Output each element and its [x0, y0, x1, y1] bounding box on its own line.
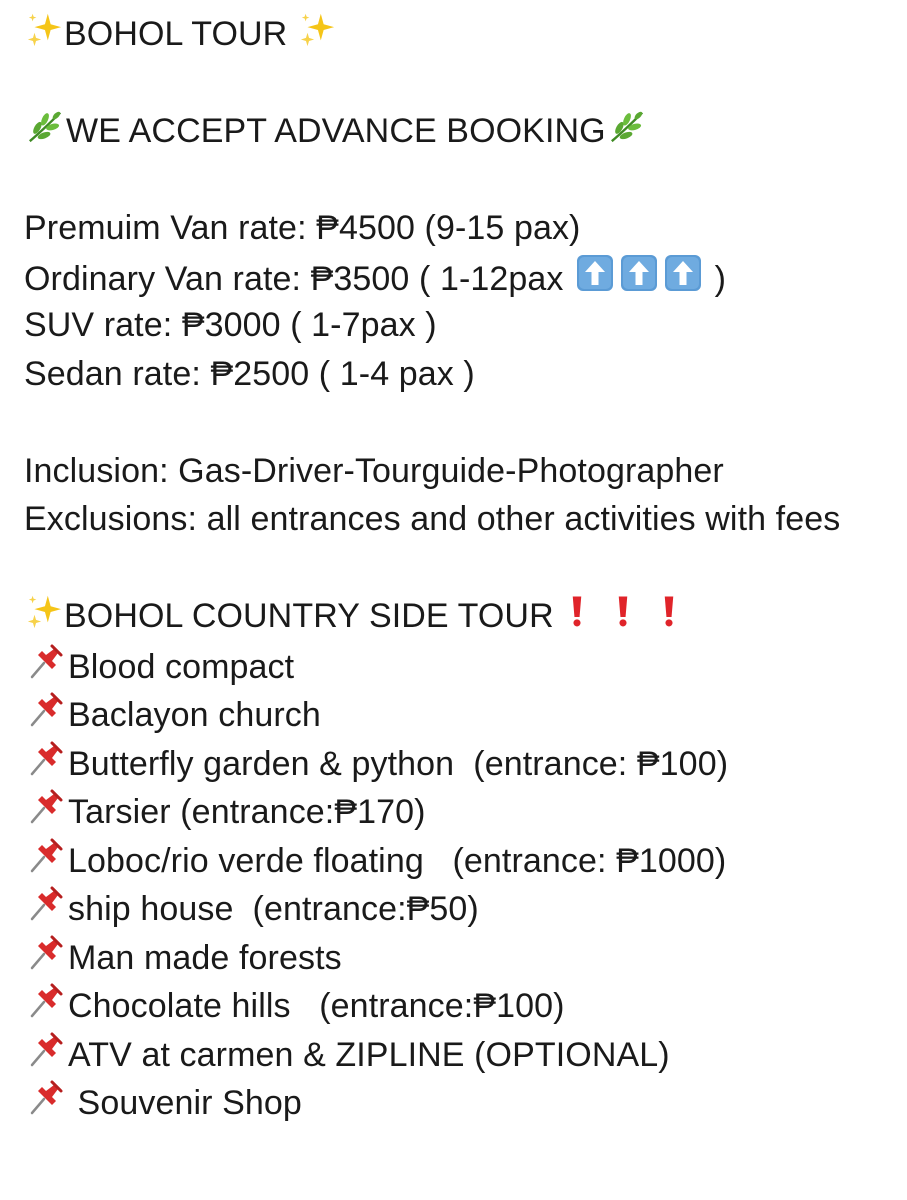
tour-post: [24, 10, 894, 1126]
list-item: [24, 835, 894, 884]
rate-premium: [24, 204, 894, 253]
pushpin-icon: [24, 1077, 68, 1117]
list-item-text: Tarsier (entrance:₱170): [68, 793, 426, 831]
up-arrow-icon: [617, 253, 661, 293]
list-item: [24, 786, 894, 835]
list-item-text: Blood compact: [68, 647, 295, 686]
list-item: [24, 980, 894, 1029]
sparkles-icon: [297, 10, 337, 48]
sparkles-icon: [24, 10, 64, 48]
list-item: [24, 641, 894, 690]
up-arrow-icon: [661, 253, 705, 293]
pushpin-icon: [24, 835, 68, 875]
list-item: [24, 738, 894, 787]
exclusions-line: [24, 495, 894, 544]
tour-item-list: [24, 641, 894, 1126]
rate-ordinary: [24, 253, 894, 302]
pushpin-icon: [24, 1029, 68, 1069]
pushpin-icon: [24, 980, 68, 1020]
sparkles-icon: [24, 592, 64, 630]
title-line: [24, 10, 894, 59]
up-arrow-icon: [573, 253, 617, 293]
spacer: [24, 398, 894, 447]
list-item: [24, 883, 894, 932]
exclamation-icon: [606, 592, 640, 630]
spacer: [24, 59, 894, 108]
exclamation-icon: [652, 592, 686, 630]
rate-suffix: ): [705, 259, 727, 298]
list-item: [24, 1077, 894, 1126]
list-item-text: Souvenir Shop: [68, 1084, 302, 1122]
booking-line: [24, 107, 894, 156]
exclamation-icon: [560, 592, 594, 630]
list-item-text: ship house (entrance:₱50): [68, 890, 479, 928]
rate-text: Ordinary Van rate: ₱3500 ( 1-12pax: [24, 259, 574, 298]
exclusions-text: Exclusions: all entrances and other activities with fees: [24, 500, 841, 538]
spacer: [24, 156, 894, 205]
countryside-heading: [24, 592, 894, 641]
herb-icon: [606, 107, 648, 145]
list-item-text: Butterfly garden & python (entrance: ₱100): [68, 744, 729, 783]
pushpin-icon: [24, 932, 68, 972]
list-item-text: ATV at carmen & ZIPLINE (OPTIONAL): [68, 1035, 670, 1074]
pushpin-icon: [24, 738, 68, 778]
pushpin-icon: [24, 641, 68, 681]
booking-text: WE ACCEPT ADVANCE BOOKING: [66, 112, 606, 150]
list-item-text: Loboc/rio verde floating (entrance: ₱1000): [68, 841, 727, 880]
rate-sedan: [24, 350, 894, 399]
countryside-heading-text: BOHOL COUNTRY SIDE TOUR: [64, 597, 554, 635]
list-item: [24, 1029, 894, 1078]
herb-icon: [24, 107, 66, 145]
list-item: [24, 689, 894, 738]
pushpin-icon: [24, 786, 68, 826]
pushpin-icon: [24, 689, 68, 729]
spacer: [24, 544, 894, 593]
inclusion-line: [24, 447, 894, 496]
rate-text: Sedan rate: ₱2500 ( 1-4 pax ): [24, 354, 475, 393]
list-item-text: Baclayon church: [68, 696, 321, 734]
rate-text: SUV rate: ₱3000 ( 1-7pax ): [24, 306, 437, 344]
inclusion-text: Inclusion: Gas-Driver-Tourguide-Photographer: [24, 451, 724, 490]
rate-suv: [24, 301, 894, 350]
list-item: [24, 932, 894, 981]
list-item-text: Chocolate hills (entrance:₱100): [68, 987, 565, 1025]
rate-text: Premuim Van rate: ₱4500 (9-15 pax): [24, 209, 581, 247]
list-item-text: Man made forests: [68, 938, 342, 977]
pushpin-icon: [24, 883, 68, 923]
title-text: BOHOL TOUR: [64, 15, 297, 53]
